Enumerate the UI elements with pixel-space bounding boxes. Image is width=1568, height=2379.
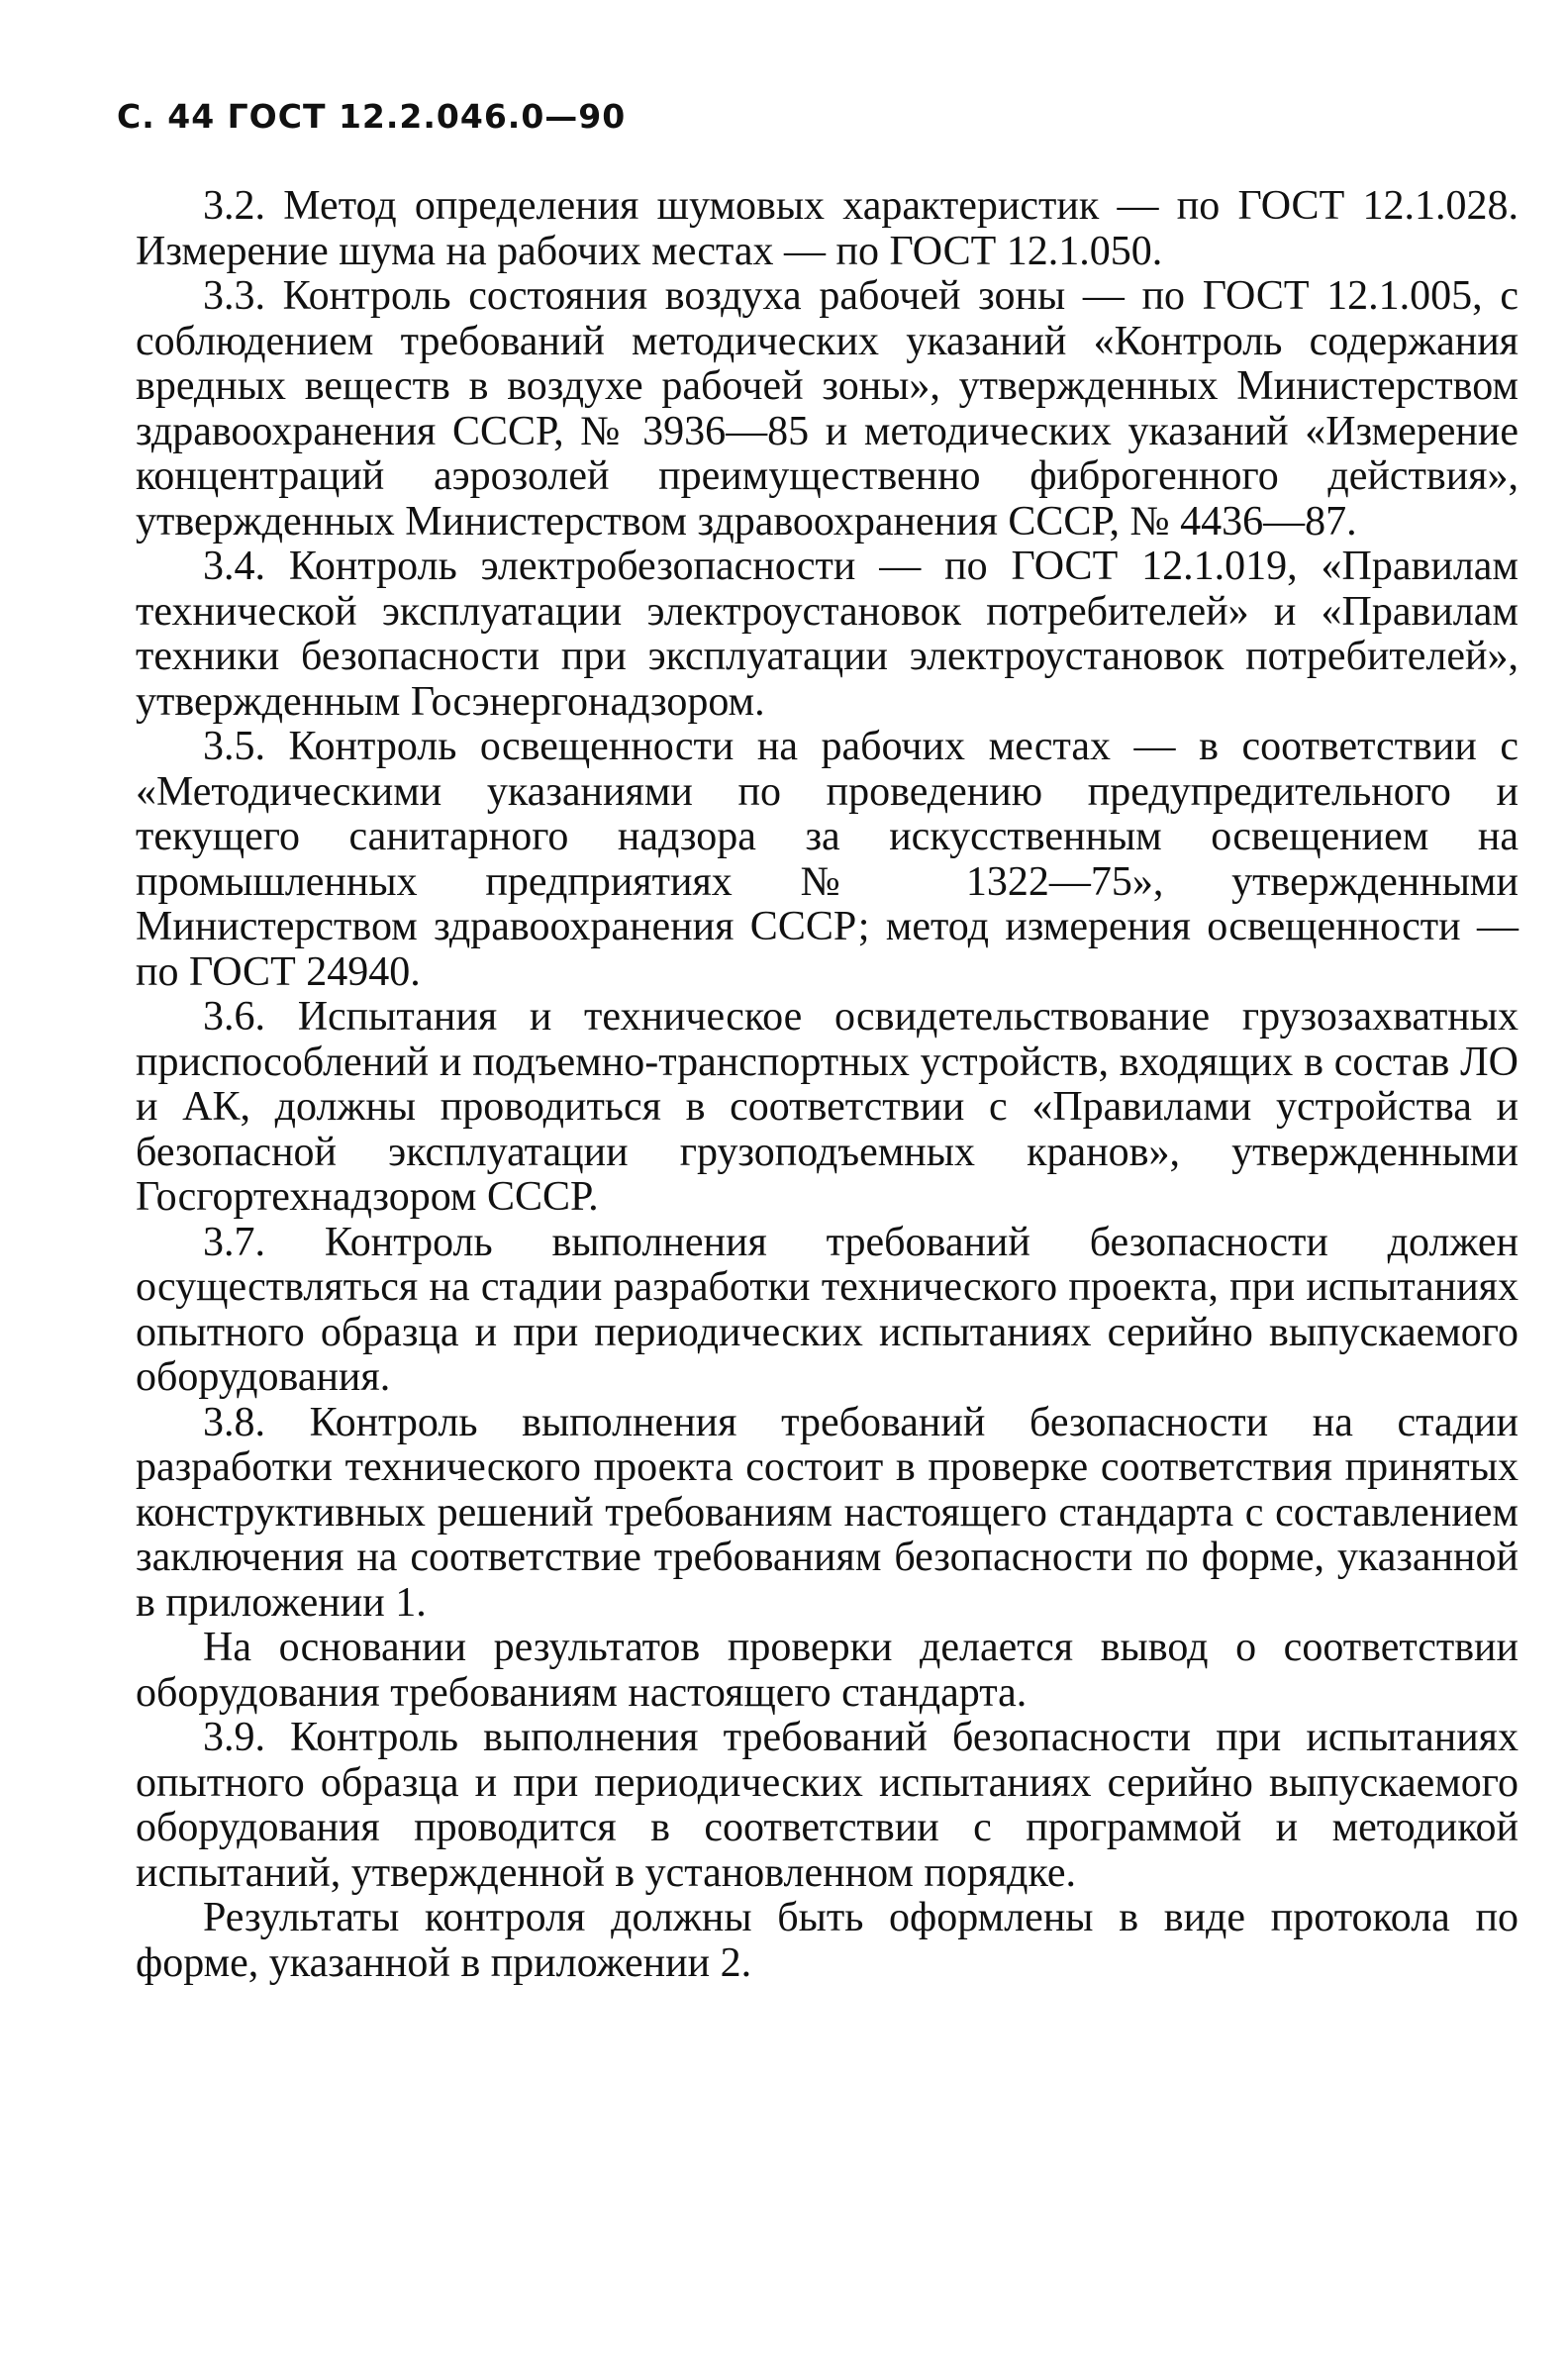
paragraph-3-8: 3.8. Контроль выполнения требований безопасности на стадии разработки технического проекта состоит в проверке соответствия принятых конструктивных решений требованиям настоящего стандарта с составлением заключения на соответствие требованиям безопасности по форме, указанной в приложении 1. <box>136 1399 1519 1626</box>
paragraph-3-6: 3.6. Испытания и техническое освидетельствование грузозахватных приспособлений и подъемно-транспортных устройств, входящих в состав ЛО и АК, должны проводиться в соответствии с «Правилами устройства и безопасной эксплуатации грузоподъемных кранов», утвержденными Госгортехнадзором СССР. <box>136 994 1519 1220</box>
paragraph-3-7: 3.7. Контроль выполнения требований безопасности должен осуществляться на стадии разработки технического проекта, при испытаниях опытного образца и при периодических испытаниях серийно выпускаемого оборудования. <box>136 1219 1519 1400</box>
page-header: С. 44 ГОСТ 12.2.046.0—90 <box>117 97 627 136</box>
paragraph-3-4: 3.4. Контроль электробезопасности — по ГОСТ 12.1.019, «Правилам технической эксплуатации электроустановок потребителей» и «Правилам техники безопасности при эксплуатации электроустановок потребителей», утвержденным Госэнергонадзором. <box>136 544 1519 725</box>
paragraph-3-5: 3.5. Контроль освещенности на рабочих местах — в соответствии с «Методическими указаниями по проведению предупредительного и текущего санитарного надзора за искусственным освещением на промышленных предприятиях № 1322—75», утвержденными Министерством здравоохранения СССР; метод измерения освещенности — по ГОСТ 24940. <box>136 724 1519 995</box>
paragraph-3-9-results: Результаты контроля должны быть оформлены в виде протокола по форме, указанной в приложении 2. <box>136 1895 1519 1986</box>
paragraph-3-8-conclusion: На основании результатов проверки делается вывод о соответствии оборудования требованиям настоящего стандарта. <box>136 1625 1519 1716</box>
paragraph-3-3: 3.3. Контроль состояния воздуха рабочей зоны — по ГОСТ 12.1.005, с соблюдением требований методических указаний «Контроль содержания вредных веществ в воздухе рабочей зоны», утвержденных Министерством здравоохранения СССР, № 3936—85 и методических указаний «Измерение концентраций аэрозолей преимущественно фиброгенного действия», утвержденных Министерством здравоохранения СССР, № 4436—87. <box>136 273 1519 545</box>
paragraph-3-2: 3.2. Метод определения шумовых характеристик — по ГОСТ 12.1.028. Измерение шума на рабочих местах — по ГОСТ 12.1.050. <box>136 183 1519 274</box>
paragraph-3-9: 3.9. Контроль выполнения требований безопасности при испытаниях опытного образца и при периодических испытаниях серийно выпускаемого оборудования проводится в соответствии с программой и методикой испытаний, утвержденной в установленном порядке. <box>136 1715 1519 1896</box>
document-body <box>136 184 1519 1986</box>
